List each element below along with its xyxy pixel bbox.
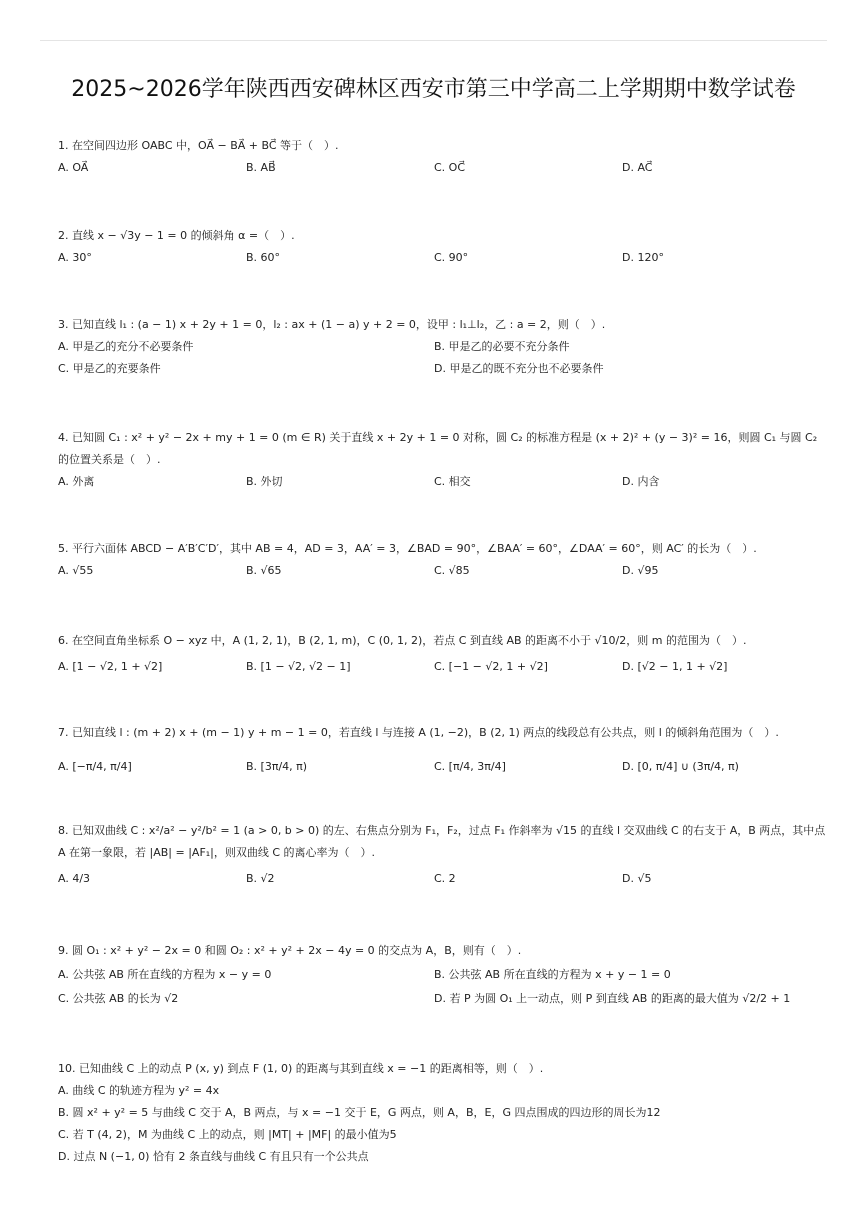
header-divider <box>40 40 827 41</box>
option-a: A. 甲是乙的充分不必要条件 <box>58 340 194 353</box>
options-row <box>58 988 827 1010</box>
option-d: D. [√2 − 1, 1 + √2] <box>622 660 728 673</box>
options-row <box>58 358 827 380</box>
question-6 <box>58 630 827 678</box>
options-row <box>58 964 827 986</box>
question-5 <box>58 538 827 582</box>
options-row <box>58 247 827 269</box>
option-b: B. 圆 x² + y² = 5 与曲线 C 交于 A，B 两点，与 x = −1 交于 E，G 两点，则 A，B，E，G 四点围成的四边形的周长为12 <box>58 1106 661 1119</box>
option-a: A. 外离 <box>58 475 95 488</box>
option-c: C. √85 <box>434 564 470 577</box>
option-a: A. 4/3 <box>58 872 91 885</box>
question-stem: 10. 已知曲线 C 上的动点 P (x, y) 到点 F (1, 0) 的距离与其到直线 x = −1 的距离相等，则（ ）. <box>58 1062 544 1075</box>
option-c: C. 相交 <box>434 475 471 488</box>
option-c: C. OC⃗ <box>434 161 466 174</box>
question-2 <box>58 225 827 269</box>
option-b: B. √65 <box>246 564 282 577</box>
question-10 <box>58 1058 827 1168</box>
option-d: D. √5 <box>622 872 652 885</box>
option-b: B. AB⃗ <box>246 161 276 174</box>
question-4 <box>58 427 827 493</box>
option-d: D. 内含 <box>622 475 660 488</box>
question-9 <box>58 940 827 1010</box>
option-a: A. [1 − √2, 1 + √2] <box>58 660 163 673</box>
option-b: B. [3π/4, π) <box>246 760 308 773</box>
question-1 <box>58 135 827 179</box>
option-a: A. √55 <box>58 564 94 577</box>
options-row <box>58 336 827 358</box>
option-d: D. √95 <box>622 564 659 577</box>
option-b: B. 公共弦 AB 所在直线的方程为 x + y − 1 = 0 <box>434 968 671 981</box>
option-d: D. AC⃗ <box>622 161 653 174</box>
option-a: A. OA⃗ <box>58 161 89 174</box>
question-stem: 1. 在空间四边形 OABC 中，OA⃗ − BA⃗ + BC⃗ 等于（ ）. <box>58 139 339 152</box>
question-stem: 3. 已知直线 l₁ : (a − 1) x + 2y + 1 = 0，l₂ : ax + (1 − a) y + 2 = 0，设甲 : l₁⊥l₂，乙 : a = 2，则（ ）. <box>58 318 606 331</box>
question-3 <box>58 314 827 380</box>
question-stem: 7. 已知直线 l : (m + 2) x + (m − 1) y + m − 1 = 0，若直线 l 与连接 A (1, −2)，B (2, 1) 两点的线段总有公共点，则 l 的倾斜角范围为（ ）. <box>58 726 779 739</box>
option-d: D. 过点 N (−1, 0) 恰有 2 条直线与曲线 C 有且只有一个公共点 <box>58 1150 369 1163</box>
option-b: B. [1 − √2, √2 − 1] <box>246 660 351 673</box>
question-7 <box>58 722 827 778</box>
option-a: A. 30° <box>58 251 92 264</box>
option-d: D. 甲是乙的既不充分也不必要条件 <box>434 362 604 375</box>
question-stem: 5. 平行六面体 ABCD − A′B′C′D′，其中 AB = 4，AD = 3，AA′ = 3，∠BAD = 90°，∠BAA′ = 60°，∠DAA′ = 60°，则 AC′ 的长为（ ）. <box>58 542 757 555</box>
question-stem: 2. 直线 x − √3y − 1 = 0 的倾斜角 α =（ ）. <box>58 229 295 242</box>
option-c: C. [−1 − √2, 1 + √2] <box>434 660 548 673</box>
options-row <box>58 560 827 582</box>
option-c: C. 90° <box>434 251 469 264</box>
option-d: D. 若 P 为圆 O₁ 上一动点，则 P 到直线 AB 的距离的最大值为 √2/2 + 1 <box>434 992 791 1005</box>
question-stem: 8. 已知双曲线 C : x²/a² − y²/b² = 1 (a > 0, b > 0) 的左、右焦点分别为 F₁，F₂，过点 F₁ 作斜率为 √15 的直线 l 交双曲线 C 的右支于 A，B 两点，其中点 A 在第一象限，若 |AB| = |AF₁|，则双曲线 C 的离心率为（ ）. <box>58 824 826 859</box>
option-a: A. 公共弦 AB 所在直线的方程为 x − y = 0 <box>58 968 272 981</box>
option-b: B. √2 <box>246 872 275 885</box>
question-stem: 6. 在空间直角坐标系 O − xyz 中，A (1, 2, 1)，B (2, 1, m)，C (0, 1, 2)，若点 C 到直线 AB 的距离不小于 √10/2，则 m 的范围为（ ）. <box>58 634 747 647</box>
option-d: D. [0, π/4] ∪ (3π/4, π) <box>622 760 739 773</box>
options-row <box>58 157 827 179</box>
option-c: C. 公共弦 AB 的长为 √2 <box>58 992 179 1005</box>
question-8 <box>58 820 827 890</box>
options-row <box>58 868 827 890</box>
option-c: C. [π/4, 3π/4] <box>434 760 506 773</box>
option-a: A. 曲线 C 的轨迹方程为 y² = 4x <box>58 1084 220 1097</box>
option-b: B. 甲是乙的必要不充分条件 <box>434 340 570 353</box>
question-stem: 9. 圆 O₁ : x² + y² − 2x = 0 和圆 O₂ : x² + y² + 2x − 4y = 0 的交点为 A，B，则有（ ）. <box>58 944 522 957</box>
options-row <box>58 656 827 678</box>
option-a: A. [−π/4, π/4] <box>58 760 132 773</box>
question-stem: 4. 已知圆 C₁ : x² + y² − 2x + my + 1 = 0 (m ∈ R) 关于直线 x + 2y + 1 = 0 对称，圆 C₂ 的标准方程是 (x + 2)² + (y − 3)² = 16，则圆 C₁ 与圆 C₂ 的位置关系是（ ）. <box>58 431 818 466</box>
option-c: C. 甲是乙的充要条件 <box>58 362 161 375</box>
page-title: 2025~2026学年陕西西安碑林区西安市第三中学高二上学期期中数学试卷 <box>71 77 796 102</box>
option-d: D. 120° <box>622 251 664 264</box>
options-row <box>58 471 827 493</box>
option-c: C. 2 <box>434 872 456 885</box>
options-row <box>58 756 827 778</box>
option-c: C. 若 T (4, 2)，M 为曲线 C 上的动点，则 |MT| + |MF| 的最小值为5 <box>58 1128 397 1141</box>
option-b: B. 60° <box>246 251 281 264</box>
option-b: B. 外切 <box>246 475 283 488</box>
